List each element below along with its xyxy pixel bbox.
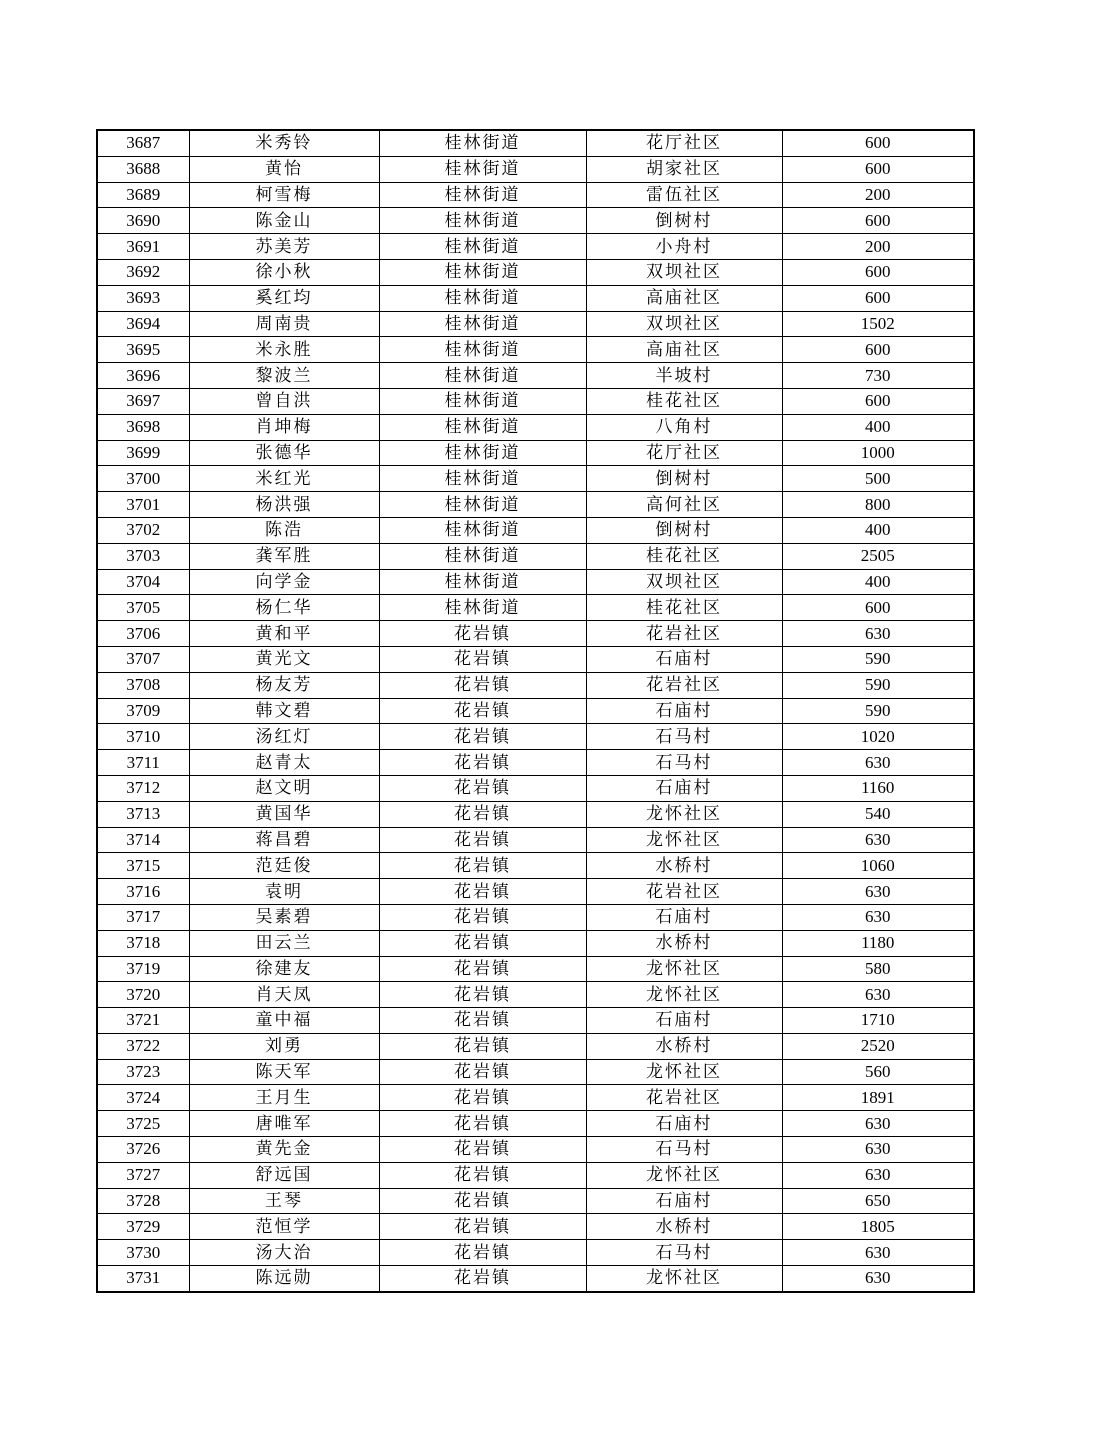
village-cell: 水桥村 [586, 1214, 782, 1240]
town-cell: 花岩镇 [379, 775, 586, 801]
table-row [97, 956, 974, 982]
table-row [97, 208, 974, 234]
row-number-cell: 3704 [97, 569, 189, 595]
town-cell: 桂林街道 [379, 156, 586, 182]
village-cell: 桂花社区 [586, 543, 782, 569]
name-cell: 王月生 [189, 1085, 379, 1111]
village-cell: 高何社区 [586, 492, 782, 518]
name-cell: 肖天凤 [189, 982, 379, 1008]
amount-cell: 630 [782, 1240, 974, 1266]
amount-cell: 800 [782, 492, 974, 518]
amount-cell: 630 [782, 879, 974, 905]
village-cell: 龙怀社区 [586, 1059, 782, 1085]
table-row [97, 1085, 974, 1111]
village-cell: 雷伍社区 [586, 182, 782, 208]
village-cell: 石庙村 [586, 1008, 782, 1034]
roster-table-body [97, 130, 974, 1292]
village-cell: 水桥村 [586, 853, 782, 879]
amount-cell: 400 [782, 517, 974, 543]
table-row [97, 569, 974, 595]
amount-cell: 630 [782, 1137, 974, 1163]
amount-cell: 600 [782, 388, 974, 414]
town-cell: 花岩镇 [379, 982, 586, 1008]
village-cell: 石马村 [586, 750, 782, 776]
table-row [97, 827, 974, 853]
amount-cell: 1710 [782, 1008, 974, 1034]
amount-cell: 200 [782, 234, 974, 260]
row-number-cell: 3718 [97, 930, 189, 956]
town-cell: 花岩镇 [379, 1188, 586, 1214]
town-cell: 桂林街道 [379, 492, 586, 518]
village-cell: 高庙社区 [586, 337, 782, 363]
row-number-cell: 3723 [97, 1059, 189, 1085]
town-cell: 花岩镇 [379, 1137, 586, 1163]
town-cell: 桂林街道 [379, 130, 586, 156]
amount-cell: 500 [782, 466, 974, 492]
town-cell: 花岩镇 [379, 1059, 586, 1085]
amount-cell: 1891 [782, 1085, 974, 1111]
amount-cell: 600 [782, 208, 974, 234]
village-cell: 石马村 [586, 1240, 782, 1266]
row-number-cell: 3716 [97, 879, 189, 905]
amount-cell: 630 [782, 1266, 974, 1292]
name-cell: 韩文碧 [189, 698, 379, 724]
row-number-cell: 3705 [97, 595, 189, 621]
table-row [97, 801, 974, 827]
town-cell: 花岩镇 [379, 801, 586, 827]
table-row [97, 672, 974, 698]
row-number-cell: 3694 [97, 311, 189, 337]
amount-cell: 560 [782, 1059, 974, 1085]
row-number-cell: 3706 [97, 621, 189, 647]
village-cell: 石庙村 [586, 775, 782, 801]
name-cell: 舒远国 [189, 1162, 379, 1188]
row-number-cell: 3698 [97, 414, 189, 440]
row-number-cell: 3712 [97, 775, 189, 801]
table-row [97, 285, 974, 311]
amount-cell: 730 [782, 363, 974, 389]
village-cell: 龙怀社区 [586, 827, 782, 853]
table-row [97, 853, 974, 879]
town-cell: 桂林街道 [379, 208, 586, 234]
table-row [97, 930, 974, 956]
table-row [97, 1266, 974, 1292]
village-cell: 花岩社区 [586, 1085, 782, 1111]
row-number-cell: 3731 [97, 1266, 189, 1292]
table-row [97, 492, 974, 518]
row-number-cell: 3720 [97, 982, 189, 1008]
name-cell: 黄光文 [189, 646, 379, 672]
row-number-cell: 3728 [97, 1188, 189, 1214]
name-cell: 米永胜 [189, 337, 379, 363]
name-cell: 杨仁华 [189, 595, 379, 621]
village-cell: 水桥村 [586, 1033, 782, 1059]
row-number-cell: 3724 [97, 1085, 189, 1111]
amount-cell: 630 [782, 982, 974, 1008]
row-number-cell: 3689 [97, 182, 189, 208]
village-cell: 小舟村 [586, 234, 782, 260]
village-cell: 半坡村 [586, 363, 782, 389]
name-cell: 奚红均 [189, 285, 379, 311]
row-number-cell: 3702 [97, 517, 189, 543]
row-number-cell: 3726 [97, 1137, 189, 1163]
village-cell: 龙怀社区 [586, 1162, 782, 1188]
village-cell: 石庙村 [586, 1188, 782, 1214]
amount-cell: 650 [782, 1188, 974, 1214]
name-cell: 赵青太 [189, 750, 379, 776]
name-cell: 米秀铃 [189, 130, 379, 156]
village-cell: 八角村 [586, 414, 782, 440]
table-row [97, 775, 974, 801]
town-cell: 花岩镇 [379, 672, 586, 698]
town-cell: 花岩镇 [379, 904, 586, 930]
name-cell: 黄国华 [189, 801, 379, 827]
village-cell: 石庙村 [586, 698, 782, 724]
row-number-cell: 3697 [97, 388, 189, 414]
name-cell: 黄和平 [189, 621, 379, 647]
row-number-cell: 3727 [97, 1162, 189, 1188]
village-cell: 花厅社区 [586, 130, 782, 156]
amount-cell: 1805 [782, 1214, 974, 1240]
town-cell: 花岩镇 [379, 1008, 586, 1034]
town-cell: 花岩镇 [379, 827, 586, 853]
row-number-cell: 3722 [97, 1033, 189, 1059]
amount-cell: 600 [782, 337, 974, 363]
table-row [97, 517, 974, 543]
town-cell: 花岩镇 [379, 646, 586, 672]
name-cell: 唐唯军 [189, 1111, 379, 1137]
village-cell: 双坝社区 [586, 311, 782, 337]
table-row [97, 1137, 974, 1163]
row-number-cell: 3717 [97, 904, 189, 930]
town-cell: 花岩镇 [379, 1085, 586, 1111]
row-number-cell: 3701 [97, 492, 189, 518]
amount-cell: 2520 [782, 1033, 974, 1059]
town-cell: 桂林街道 [379, 234, 586, 260]
name-cell: 范廷俊 [189, 853, 379, 879]
table-row [97, 388, 974, 414]
amount-cell: 630 [782, 1162, 974, 1188]
table-row [97, 879, 974, 905]
village-cell: 龙怀社区 [586, 801, 782, 827]
village-cell: 花岩社区 [586, 879, 782, 905]
amount-cell: 630 [782, 1111, 974, 1137]
amount-cell: 400 [782, 569, 974, 595]
table-row [97, 621, 974, 647]
name-cell: 蒋昌碧 [189, 827, 379, 853]
village-cell: 花岩社区 [586, 621, 782, 647]
row-number-cell: 3696 [97, 363, 189, 389]
amount-cell: 630 [782, 904, 974, 930]
town-cell: 桂林街道 [379, 543, 586, 569]
name-cell: 曾自洪 [189, 388, 379, 414]
name-cell: 张德华 [189, 440, 379, 466]
table-row [97, 259, 974, 285]
amount-cell: 580 [782, 956, 974, 982]
name-cell: 黄怡 [189, 156, 379, 182]
town-cell: 桂林街道 [379, 440, 586, 466]
name-cell: 陈远勋 [189, 1266, 379, 1292]
table-row [97, 440, 974, 466]
table-row [97, 1111, 974, 1137]
table-row [97, 698, 974, 724]
name-cell: 柯雪梅 [189, 182, 379, 208]
village-cell: 水桥村 [586, 930, 782, 956]
name-cell: 周南贵 [189, 311, 379, 337]
town-cell: 花岩镇 [379, 853, 586, 879]
town-cell: 花岩镇 [379, 698, 586, 724]
amount-cell: 1060 [782, 853, 974, 879]
row-number-cell: 3699 [97, 440, 189, 466]
table-row [97, 904, 974, 930]
table-row [97, 182, 974, 208]
village-cell: 石马村 [586, 1137, 782, 1163]
row-number-cell: 3729 [97, 1214, 189, 1240]
town-cell: 桂林街道 [379, 569, 586, 595]
name-cell: 汤大治 [189, 1240, 379, 1266]
name-cell: 黄先金 [189, 1137, 379, 1163]
name-cell: 童中福 [189, 1008, 379, 1034]
amount-cell: 400 [782, 414, 974, 440]
row-number-cell: 3713 [97, 801, 189, 827]
row-number-cell: 3707 [97, 646, 189, 672]
row-number-cell: 3719 [97, 956, 189, 982]
town-cell: 桂林街道 [379, 414, 586, 440]
table-row [97, 1188, 974, 1214]
name-cell: 赵文明 [189, 775, 379, 801]
name-cell: 袁明 [189, 879, 379, 905]
name-cell: 龚军胜 [189, 543, 379, 569]
row-number-cell: 3714 [97, 827, 189, 853]
village-cell: 龙怀社区 [586, 1266, 782, 1292]
row-number-cell: 3692 [97, 259, 189, 285]
row-number-cell: 3725 [97, 1111, 189, 1137]
row-number-cell: 3691 [97, 234, 189, 260]
table-row [97, 414, 974, 440]
table-row [97, 337, 974, 363]
amount-cell: 1180 [782, 930, 974, 956]
amount-cell: 600 [782, 130, 974, 156]
name-cell: 苏美芳 [189, 234, 379, 260]
amount-cell: 590 [782, 672, 974, 698]
village-cell: 双坝社区 [586, 259, 782, 285]
table-row [97, 646, 974, 672]
town-cell: 花岩镇 [379, 1266, 586, 1292]
table-row [97, 1033, 974, 1059]
row-number-cell: 3688 [97, 156, 189, 182]
town-cell: 花岩镇 [379, 956, 586, 982]
row-number-cell: 3708 [97, 672, 189, 698]
name-cell: 徐建友 [189, 956, 379, 982]
amount-cell: 600 [782, 595, 974, 621]
town-cell: 桂林街道 [379, 337, 586, 363]
table-row [97, 1059, 974, 1085]
table-row [97, 982, 974, 1008]
village-cell: 石庙村 [586, 1111, 782, 1137]
amount-cell: 630 [782, 827, 974, 853]
town-cell: 桂林街道 [379, 595, 586, 621]
village-cell: 双坝社区 [586, 569, 782, 595]
name-cell: 吴素碧 [189, 904, 379, 930]
row-number-cell: 3715 [97, 853, 189, 879]
amount-cell: 600 [782, 156, 974, 182]
table-row [97, 543, 974, 569]
row-number-cell: 3730 [97, 1240, 189, 1266]
town-cell: 桂林街道 [379, 311, 586, 337]
name-cell: 杨友芳 [189, 672, 379, 698]
town-cell: 桂林街道 [379, 388, 586, 414]
row-number-cell: 3721 [97, 1008, 189, 1034]
town-cell: 花岩镇 [379, 724, 586, 750]
village-cell: 桂花社区 [586, 595, 782, 621]
village-cell: 高庙社区 [586, 285, 782, 311]
amount-cell: 1502 [782, 311, 974, 337]
town-cell: 桂林街道 [379, 259, 586, 285]
amount-cell: 590 [782, 646, 974, 672]
amount-cell: 600 [782, 259, 974, 285]
town-cell: 花岩镇 [379, 1033, 586, 1059]
name-cell: 陈浩 [189, 517, 379, 543]
town-cell: 桂林街道 [379, 466, 586, 492]
row-number-cell: 3700 [97, 466, 189, 492]
village-cell: 桂花社区 [586, 388, 782, 414]
row-number-cell: 3710 [97, 724, 189, 750]
name-cell: 田云兰 [189, 930, 379, 956]
name-cell: 米红光 [189, 466, 379, 492]
name-cell: 刘勇 [189, 1033, 379, 1059]
name-cell: 杨洪强 [189, 492, 379, 518]
name-cell: 陈天军 [189, 1059, 379, 1085]
town-cell: 花岩镇 [379, 879, 586, 905]
table-row [97, 363, 974, 389]
amount-cell: 600 [782, 285, 974, 311]
row-number-cell: 3703 [97, 543, 189, 569]
name-cell: 范恒学 [189, 1214, 379, 1240]
table-row [97, 234, 974, 260]
village-cell: 胡家社区 [586, 156, 782, 182]
village-cell: 石庙村 [586, 904, 782, 930]
table-row [97, 311, 974, 337]
name-cell: 黎波兰 [189, 363, 379, 389]
amount-cell: 590 [782, 698, 974, 724]
town-cell: 桂林街道 [379, 285, 586, 311]
town-cell: 花岩镇 [379, 750, 586, 776]
town-cell: 花岩镇 [379, 621, 586, 647]
name-cell: 汤红灯 [189, 724, 379, 750]
table-row [97, 595, 974, 621]
table-row [97, 156, 974, 182]
village-cell: 倒树村 [586, 208, 782, 234]
row-number-cell: 3687 [97, 130, 189, 156]
village-cell: 倒树村 [586, 517, 782, 543]
row-number-cell: 3693 [97, 285, 189, 311]
amount-cell: 200 [782, 182, 974, 208]
table-row [97, 724, 974, 750]
table-row [97, 466, 974, 492]
row-number-cell: 3690 [97, 208, 189, 234]
amount-cell: 1000 [782, 440, 974, 466]
town-cell: 花岩镇 [379, 930, 586, 956]
name-cell: 王琴 [189, 1188, 379, 1214]
village-cell: 倒树村 [586, 466, 782, 492]
name-cell: 徐小秋 [189, 259, 379, 285]
town-cell: 桂林街道 [379, 517, 586, 543]
village-cell: 石马村 [586, 724, 782, 750]
amount-cell: 1020 [782, 724, 974, 750]
village-cell: 花厅社区 [586, 440, 782, 466]
village-cell: 龙怀社区 [586, 982, 782, 1008]
town-cell: 桂林街道 [379, 363, 586, 389]
row-number-cell: 3695 [97, 337, 189, 363]
name-cell: 肖坤梅 [189, 414, 379, 440]
amount-cell: 2505 [782, 543, 974, 569]
name-cell: 陈金山 [189, 208, 379, 234]
village-cell: 龙怀社区 [586, 956, 782, 982]
town-cell: 花岩镇 [379, 1214, 586, 1240]
table-row [97, 1240, 974, 1266]
row-number-cell: 3709 [97, 698, 189, 724]
table-row [97, 1214, 974, 1240]
row-number-cell: 3711 [97, 750, 189, 776]
amount-cell: 540 [782, 801, 974, 827]
table-row [97, 1008, 974, 1034]
town-cell: 花岩镇 [379, 1240, 586, 1266]
amount-cell: 630 [782, 750, 974, 776]
roster-table [96, 129, 975, 1293]
amount-cell: 1160 [782, 775, 974, 801]
name-cell: 向学金 [189, 569, 379, 595]
town-cell: 花岩镇 [379, 1111, 586, 1137]
village-cell: 石庙村 [586, 646, 782, 672]
town-cell: 桂林街道 [379, 182, 586, 208]
town-cell: 花岩镇 [379, 1162, 586, 1188]
amount-cell: 630 [782, 621, 974, 647]
table-row [97, 750, 974, 776]
table-row [97, 130, 974, 156]
village-cell: 花岩社区 [586, 672, 782, 698]
table-row [97, 1162, 974, 1188]
